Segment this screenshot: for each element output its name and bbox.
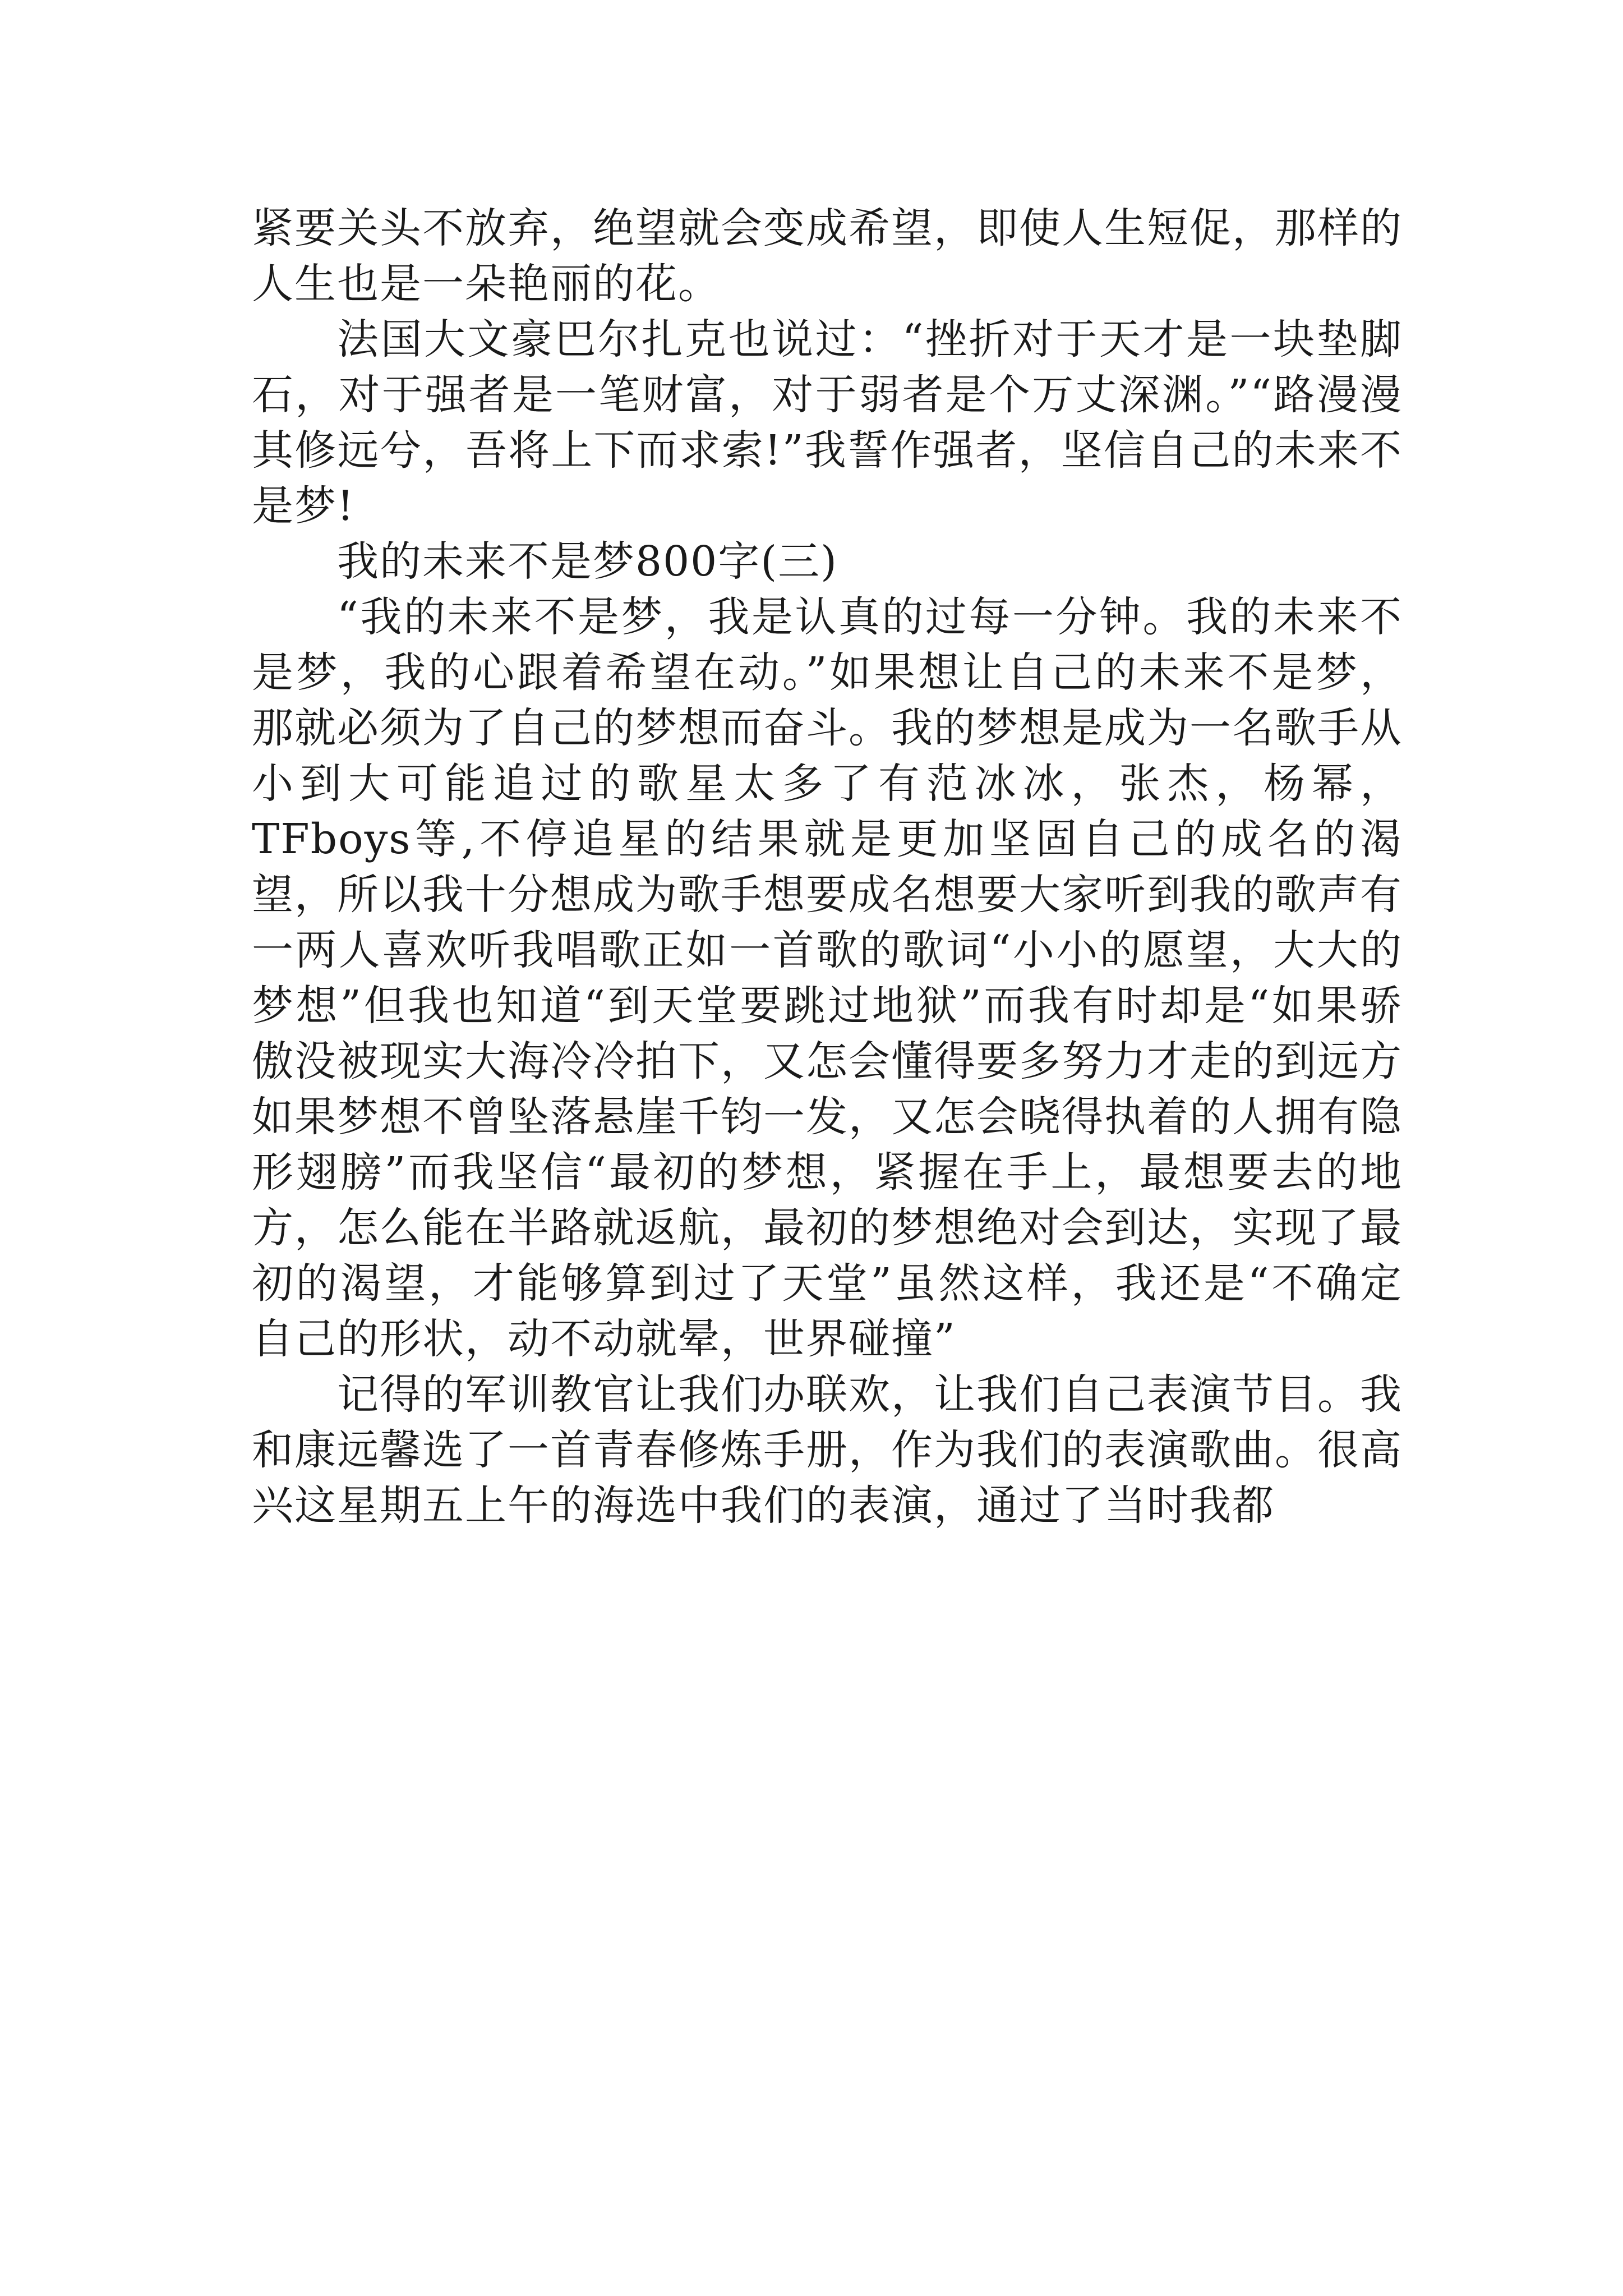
paragraph-balzac-quote: 法国大文豪巴尔扎克也说过：“挫折对于天才是一块垫脚石，对于强者是一笔财富，对于弱者是个万丈深渊。”“路漫漫其修远兮，吾将上下而求索!”我誓作强者，坚信自己的未来不是梦! bbox=[252, 315, 1403, 530]
paragraph-military-training: 记得的军训教官让我们办联欢，让我们自己表演节目。我和康远馨选了一首青春修炼手册，作为我们的表演歌曲。很高兴这星期五上午的海选中我们的表演，通过了当时我都 bbox=[252, 1370, 1403, 1530]
document-body bbox=[252, 201, 1403, 1534]
paragraph-continuation: 紧要关头不放弃，绝望就会变成希望，即使人生短促，那样的人生也是一朵艳丽的花。 bbox=[252, 204, 1403, 308]
section-heading: 我的未来不是梦800字(三) bbox=[337, 537, 838, 586]
paragraph-dream-singer: “我的未来不是梦，我是认真的过每一分钟。我的未来不是梦，我的心跟着希望在动。”如果想让自己的未来不是梦，那就必须为了自己的梦想而奋斗。我的梦想是成为一名歌手从小到大可能追过的歌星太多了有范冰冰，张杰，杨幂，TFboys等,不停追星的结果就是更加坚固自己的成名的渴望，所以我十分想成为歌手想要成名想要大家听到我的歌声有一两人喜欢听我唱歌正如一首歌的歌词“小小的愿望，大大的梦想”但我也知道“到天堂要跳过地狱”而我有时却是“如果骄傲没被现实大海冷冷拍下，又怎会懂得要多努力才走的到远方如果梦想不曾坠落悬崖千钧一发，又怎会晓得执着的人拥有隐形翅膀”而我坚信“最初的梦想，紧握在手上，最想要去的地方，怎么能在半路就返航，最初的梦想绝对会到达，实现了最初的渴望，才能够算到过了天堂”虽然这样，我还是“不确定自己的形状，动不动就晕，世界碰撞” bbox=[252, 593, 1403, 1363]
